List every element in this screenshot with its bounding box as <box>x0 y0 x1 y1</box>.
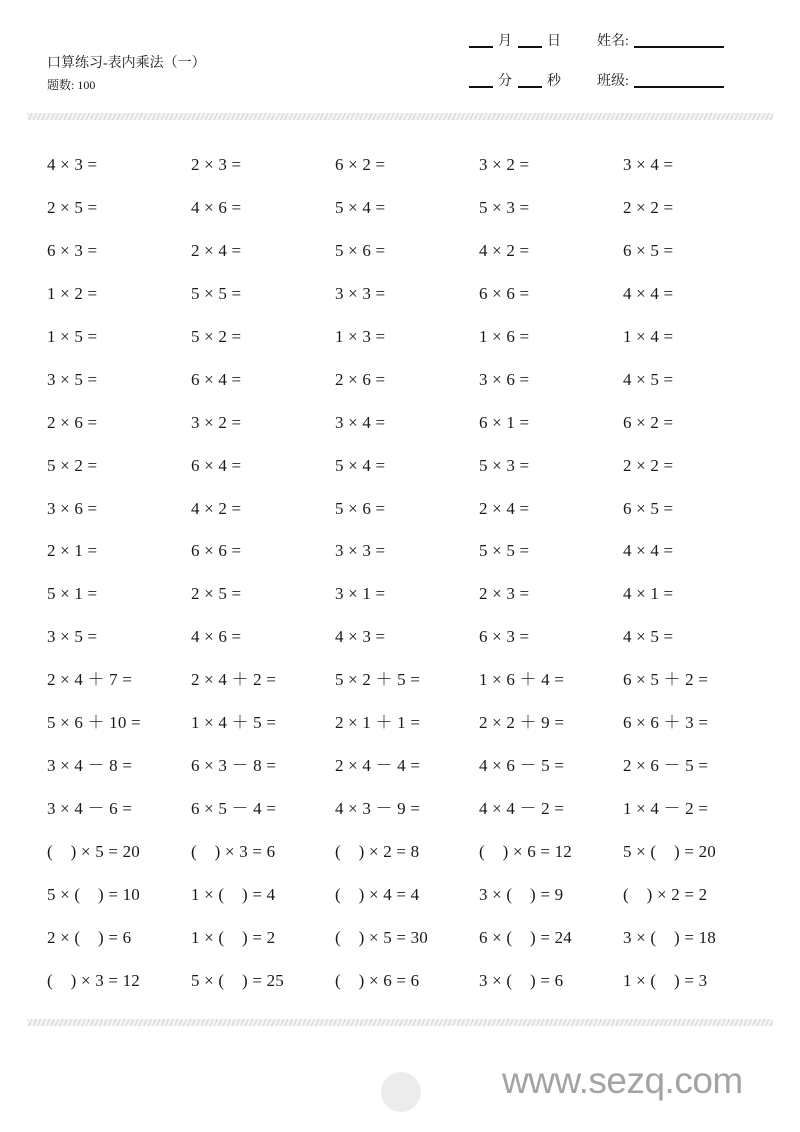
second-unit: 秒 <box>547 74 561 89</box>
problem-item: 5 × 2 ＋ 5 = <box>335 670 421 689</box>
problem-item: 6 × 4 = <box>191 370 242 389</box>
day-unit: 日 <box>547 34 561 49</box>
problem-item: 6 × ( ) = 24 <box>479 928 572 947</box>
problem-item: 5 × 1 = <box>47 584 98 603</box>
watermark-url: www.sezq.com <box>502 1060 743 1101</box>
problem-item: 3 × 3 = <box>335 541 386 560</box>
problem-item: 6 × 5 = <box>623 499 674 518</box>
time-class-row <box>469 73 724 91</box>
problem-item: 5 × 2 = <box>191 327 242 346</box>
problem-item: 3 × 4 － 8 = <box>47 756 133 775</box>
problem-item: 3 × ( ) = 18 <box>623 928 716 947</box>
worksheet-title: 口算练习-表内乘法（一） <box>47 56 206 71</box>
problem-item: ( ) × 6 = 12 <box>479 842 572 861</box>
problem-item: 4 × 1 = <box>623 584 674 603</box>
problem-count: 题数: 100 <box>47 78 96 92</box>
problem-item: 1 × 6 = <box>479 327 530 346</box>
problem-item: 4 × 4 = <box>623 541 674 560</box>
problem-item: 5 × 6 = <box>335 499 386 518</box>
problem-item: 6 × 3 － 8 = <box>191 756 277 775</box>
problem-item: 3 × 2 = <box>479 155 530 174</box>
problem-item: 2 × 2 ＋ 9 = <box>479 713 565 732</box>
problem-item: 5 × 5 = <box>191 284 242 303</box>
problem-item: 6 × 5 ＋ 2 = <box>623 670 709 689</box>
problem-item: 4 × 2 = <box>191 499 242 518</box>
class-label: 班级: <box>597 74 629 89</box>
second-blank[interactable] <box>518 86 542 88</box>
problem-item: 2 × 3 = <box>479 584 530 603</box>
problem-item: 5 × 4 = <box>335 456 386 475</box>
bottom-divider <box>27 1019 773 1026</box>
problem-item: 2 × 5 = <box>191 584 242 603</box>
problem-item: 2 × ( ) = 6 <box>47 928 132 947</box>
problem-item: 2 × 2 = <box>623 456 674 475</box>
problem-item: 1 × 4 ＋ 5 = <box>191 713 277 732</box>
problem-item: ( ) × 3 = 12 <box>47 971 140 990</box>
problem-item: 1 × 6 ＋ 4 = <box>479 670 565 689</box>
problem-item: 3 × 3 = <box>335 284 386 303</box>
problem-item: 6 × 2 = <box>335 155 386 174</box>
date-name-row <box>469 33 724 51</box>
problem-item: 6 × 5 － 4 = <box>191 799 277 818</box>
problem-item: ( ) × 2 = 8 <box>335 842 420 861</box>
problem-item: 3 × 1 = <box>335 584 386 603</box>
problem-item: 3 × 5 = <box>47 370 98 389</box>
problem-item: 1 × 5 = <box>47 327 98 346</box>
problem-item: ( ) × 6 = 6 <box>335 971 420 990</box>
problem-item: 2 × 5 = <box>47 198 98 217</box>
problem-item: 4 × 5 = <box>623 627 674 646</box>
problem-item: 3 × 5 = <box>47 627 98 646</box>
problem-item: 6 × 3 = <box>47 241 98 260</box>
problem-item: 3 × ( ) = 9 <box>479 885 564 904</box>
problem-item: 2 × 1 ＋ 1 = <box>335 713 421 732</box>
problem-item: ( ) × 3 = 6 <box>191 842 276 861</box>
problem-item: 4 × 2 = <box>479 241 530 260</box>
problem-item: 4 × 6 － 5 = <box>479 756 565 775</box>
problem-item: 2 × 4 = <box>479 499 530 518</box>
problem-item: 3 × 4 － 6 = <box>47 799 133 818</box>
problem-item: 3 × ( ) = 6 <box>479 971 564 990</box>
problem-item: ( ) × 5 = 20 <box>47 842 140 861</box>
problem-item: 2 × 1 = <box>47 541 98 560</box>
problem-item: 3 × 2 = <box>191 413 242 432</box>
problem-item: 4 × 6 = <box>191 627 242 646</box>
problem-item: 6 × 5 = <box>623 241 674 260</box>
problem-item: 4 × 6 = <box>191 198 242 217</box>
problem-item: 2 × 4 ＋ 7 = <box>47 670 133 689</box>
problem-item: 1 × ( ) = 3 <box>623 971 708 990</box>
problem-item: 4 × 5 = <box>623 370 674 389</box>
problem-item: 4 × 3 － 9 = <box>335 799 421 818</box>
problem-item: 4 × 4 = <box>623 284 674 303</box>
problem-item: 1 × 4 － 2 = <box>623 799 709 818</box>
top-divider <box>27 113 773 120</box>
problem-item: 5 × 3 = <box>479 198 530 217</box>
problem-item: 1 × 2 = <box>47 284 98 303</box>
month-unit: 月 <box>498 34 512 49</box>
problem-item: 5 × ( ) = 25 <box>191 971 284 990</box>
problem-item: ( ) × 4 = 4 <box>335 885 420 904</box>
problem-item: 4 × 4 － 2 = <box>479 799 565 818</box>
problem-item: 2 × 6 － 5 = <box>623 756 709 775</box>
problem-item: 1 × 4 = <box>623 327 674 346</box>
problem-item: 3 × 6 = <box>47 499 98 518</box>
problem-item: ( ) × 2 = 2 <box>623 885 708 904</box>
problem-item: 1 × ( ) = 4 <box>191 885 276 904</box>
problem-item: 3 × 6 = <box>479 370 530 389</box>
page-dot-icon <box>381 1072 421 1112</box>
problem-item: 1 × 3 = <box>335 327 386 346</box>
problem-item: 6 × 2 = <box>623 413 674 432</box>
problem-item: 5 × 4 = <box>335 198 386 217</box>
month-blank[interactable] <box>469 46 493 48</box>
problem-item: 3 × 4 = <box>335 413 386 432</box>
problem-item: 2 × 4 = <box>191 241 242 260</box>
problem-item: 5 × 3 = <box>479 456 530 475</box>
problem-item: 6 × 6 = <box>479 284 530 303</box>
problem-item: 5 × 2 = <box>47 456 98 475</box>
name-label: 姓名: <box>597 34 629 49</box>
problem-item: 1 × ( ) = 2 <box>191 928 276 947</box>
problem-item: 5 × ( ) = 10 <box>47 885 140 904</box>
problem-item: ( ) × 5 = 30 <box>335 928 428 947</box>
problem-item: 6 × 3 = <box>479 627 530 646</box>
problem-item: 2 × 4 － 4 = <box>335 756 421 775</box>
problem-item: 6 × 6 ＋ 3 = <box>623 713 709 732</box>
problem-item: 5 × ( ) = 20 <box>623 842 716 861</box>
problem-item: 4 × 3 = <box>335 627 386 646</box>
problem-item: 5 × 6 = <box>335 241 386 260</box>
problem-item: 3 × 4 = <box>623 155 674 174</box>
problem-item: 4 × 3 = <box>47 155 98 174</box>
problem-item: 2 × 6 = <box>47 413 98 432</box>
problem-item: 2 × 2 = <box>623 198 674 217</box>
name-blank[interactable] <box>634 46 724 48</box>
problem-item: 5 × 6 ＋ 10 = <box>47 713 141 732</box>
problem-item: 5 × 5 = <box>479 541 530 560</box>
problem-item: 2 × 6 = <box>335 370 386 389</box>
day-blank[interactable] <box>518 46 542 48</box>
problem-item: 6 × 1 = <box>479 413 530 432</box>
minute-blank[interactable] <box>469 86 493 88</box>
class-blank[interactable] <box>634 86 724 88</box>
problem-item: 2 × 4 ＋ 2 = <box>191 670 277 689</box>
problem-item: 6 × 4 = <box>191 456 242 475</box>
problem-item: 6 × 6 = <box>191 541 242 560</box>
minute-unit: 分 <box>498 74 512 89</box>
problem-item: 2 × 3 = <box>191 155 242 174</box>
